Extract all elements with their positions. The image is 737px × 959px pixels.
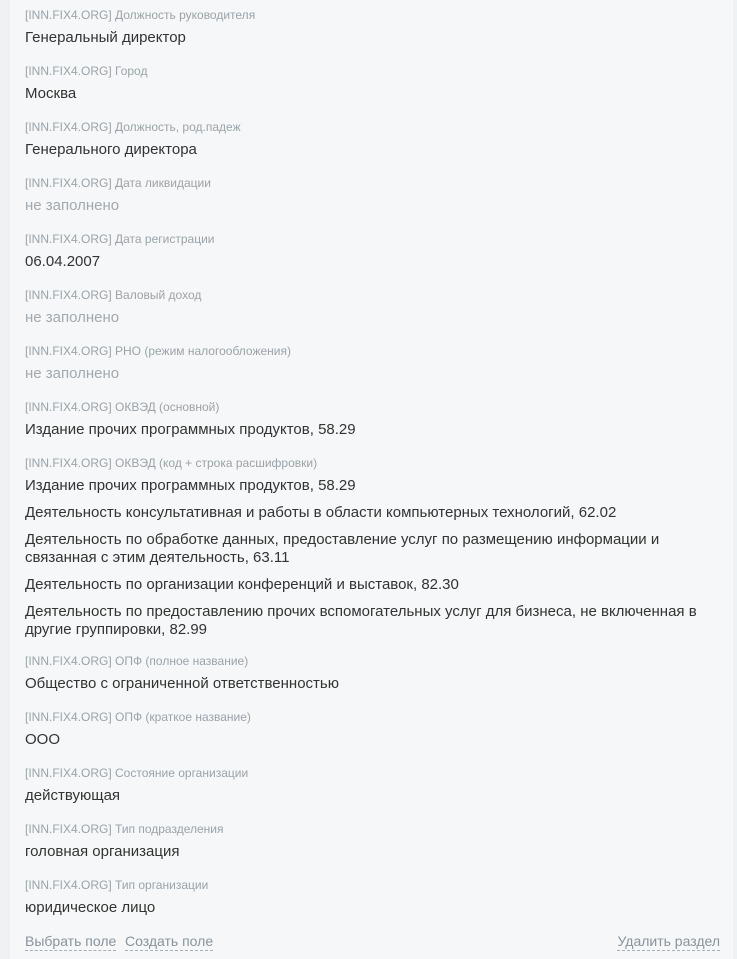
field-label: [INN.FIX4.ORG] Должность, род.падеж xyxy=(25,120,241,134)
field-value[interactable]: Москва xyxy=(25,85,77,102)
delete-section-link[interactable]: Удалить раздел xyxy=(617,933,720,949)
field-value[interactable]: Генерального директора xyxy=(25,141,197,158)
field-okved-list xyxy=(25,456,715,639)
field-gross-income xyxy=(25,288,715,327)
field-value-empty[interactable]: не заполнено xyxy=(25,197,120,214)
field-label: [INN.FIX4.ORG] РНО (режим налогообложения) xyxy=(25,344,291,358)
field-value[interactable]: головная организация xyxy=(25,843,180,860)
fields-panel xyxy=(10,0,733,959)
field-okved-main xyxy=(25,400,715,439)
field-label: [INN.FIX4.ORG] Дата ликвидации xyxy=(25,176,211,190)
field-liquidation-date xyxy=(25,176,715,215)
field-label: [INN.FIX4.ORG] ОКВЭД (код + строка расшифровки) xyxy=(25,456,318,470)
field-label: [INN.FIX4.ORG] ОПФ (краткое название) xyxy=(25,710,251,724)
field-value[interactable]: Генеральный директор xyxy=(25,29,186,46)
field-label: [INN.FIX4.ORG] Дата регистрации xyxy=(25,232,215,246)
field-tax-regime xyxy=(25,344,715,383)
field-label: [INN.FIX4.ORG] Состояние организации xyxy=(25,766,249,780)
field-registration-date xyxy=(25,232,715,271)
okved-item[interactable]: Деятельность по предоставлению прочих вспомогательных услуг для бизнеса, не включенная в другие группировки, 82.99 xyxy=(25,603,697,638)
field-value[interactable]: Общество с ограниченной ответственностью xyxy=(25,675,339,692)
field-director-position xyxy=(25,8,715,47)
field-value-empty[interactable]: не заполнено xyxy=(25,309,120,326)
field-value[interactable]: действующая xyxy=(25,787,121,804)
okved-item[interactable]: Издание прочих программных продуктов, 58.29 xyxy=(25,477,356,494)
create-field-link[interactable]: Создать поле xyxy=(125,933,214,949)
okved-item[interactable]: Деятельность по обработке данных, предоставление услуг по размещению информации и связанная с этим деятельность, 63.11 xyxy=(25,531,660,566)
field-label: [INN.FIX4.ORG] ОПФ (полное название) xyxy=(25,654,249,668)
field-value[interactable]: Издание прочих программных продуктов, 58.29 xyxy=(25,421,356,438)
field-city xyxy=(25,64,715,103)
field-label: [INN.FIX4.ORG] Тип организации xyxy=(25,878,209,892)
field-opf-full xyxy=(25,654,715,693)
field-value[interactable]: юридическое лицо xyxy=(25,899,156,916)
field-value[interactable]: 06.04.2007 xyxy=(25,253,101,270)
field-label: [INN.FIX4.ORG] ОКВЭД (основной) xyxy=(25,400,220,414)
field-position-genitive xyxy=(25,120,715,159)
field-org-status xyxy=(25,766,715,805)
okved-item[interactable]: Деятельность по организации конференций и выставок, 82.30 xyxy=(25,576,459,593)
panel-footer xyxy=(25,933,720,953)
field-label: [INN.FIX4.ORG] Должность руководителя xyxy=(25,8,256,22)
field-value-empty[interactable]: не заполнено xyxy=(25,365,120,382)
field-label: [INN.FIX4.ORG] Тип подразделения xyxy=(25,822,224,836)
field-opf-short xyxy=(25,710,715,749)
field-org-type xyxy=(25,878,715,917)
field-label: [INN.FIX4.ORG] Город xyxy=(25,64,148,78)
field-value[interactable]: ООО xyxy=(25,731,61,748)
field-division-type xyxy=(25,822,715,861)
field-label: [INN.FIX4.ORG] Валовый доход xyxy=(25,288,202,302)
select-field-link[interactable]: Выбрать поле xyxy=(25,933,117,949)
okved-item[interactable]: Деятельность консультативная и работы в области компьютерных технологий, 62.02 xyxy=(25,504,617,521)
